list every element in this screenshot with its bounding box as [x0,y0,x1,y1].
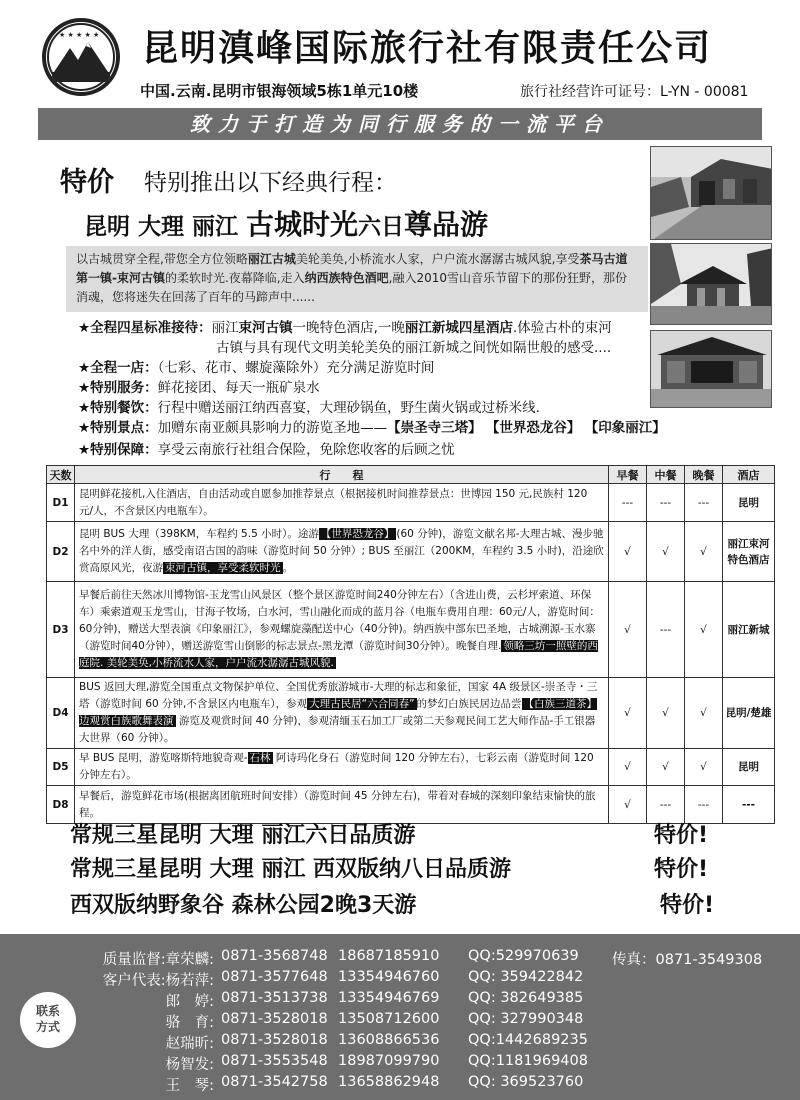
row-hotel: 昆明/楚雄 [723,678,775,749]
desc-text-1: 以古城贯穿全程,带您全方位领略 [76,252,248,266]
itinerary-text: (60 分钟)，游览文献名邦-大理古城、漫步驰名中外的洋人街，感受南诏古国的韵味（游览时间 50 分钟）; BUS 至丽江（200KM，车程约 3.5 小时)，沿途欣赏高原风光，夜游 [79,528,604,574]
tour-description [66,246,648,312]
itinerary-text: 早 BUS 昆明，游览喀斯特地貌奇观- [79,752,248,764]
contact-name: 郎 婷: [165,994,214,1010]
feature-attractions-text: 加赠东南亚颇具影响力的游览圣地—— [157,420,388,436]
desc-highlight-3: 纳西族特色酒吧 [304,271,389,285]
contact-tel: 0871-3513738 [221,990,328,1006]
promo-2-tag: 特价! [654,857,709,882]
tour-title-part1: 昆明 大理 丽江 [84,214,239,240]
feature-four-star [78,318,612,338]
desc-text-4: ,融入2010雪山音乐节留下的那份狂野，那份消魂，您将迷失在回荡了百年的马蹄声中...... [76,271,627,304]
row-dinner: √ [685,522,723,582]
table-row [47,484,775,522]
tour-title-part2: 古城时光 [246,208,359,241]
contact-mobile: 13608866536 [338,1032,440,1048]
contact-tel: 0871-3568748 [221,948,328,964]
itinerary-text: 昆明鲜花接机,入住酒店，自由活动或自愿参加推荐景点（根据接机时间推荐景点：世博园 150 元,民族村 120 元/人，不含景区内电瓶车）。 [79,487,588,517]
table-header-row [47,466,775,484]
intro-lead: 特别推出以下经典行程： [144,170,397,196]
row-breakfast: √ [609,522,647,582]
special-offer-label: 特价 [60,167,114,198]
feature-insurance-text: 享受云南旅行社组合保险，免除您收客的后顾之忧 [157,442,455,458]
feature-attractions [78,418,666,438]
contact-name: 王 琴: [165,1078,214,1094]
company-name: 昆明滇峰国际旅行社有限责任公司 [142,28,713,69]
contact-name: 客户代表:杨若萍: [102,973,214,989]
row-hotel: 丽江新城 [723,582,775,678]
contact-tel: 0871-3542758 [221,1074,328,1090]
itinerary-tag: 【白族三道茶】边观赏白族歌舞表演 [79,698,598,727]
contact-mobile: 13658862948 [338,1074,440,1090]
feature-insurance [78,440,455,460]
row-lunch: --- [647,484,685,522]
slogan-banner: 致力于打造为同行服务的一流平台 [38,108,762,140]
contact-qq: QQ:1181969408 [468,1053,588,1069]
itinerary-text: 的梦幻白族民居边品尝 [416,698,522,710]
header-breakfast: 早餐 [609,466,647,484]
row-breakfast: --- [609,484,647,522]
desc-text-3: 的柔软时光.夜幕降临,走入 [164,271,305,285]
table-row [47,749,775,786]
itinerary-table [46,465,775,824]
license-number: 旅行社经营许可证号：L-YN - 00081 [520,84,749,100]
itinerary-text: 昆明 BUS 大理（398KM，车程约 5.5 小时）。途游 [79,528,319,540]
row-hotel: 昆明 [723,484,775,522]
tour-title-part3: 六日 [358,214,405,240]
temple-photo [650,243,772,325]
contact-tel: 0871-3528018 [221,1011,328,1027]
row-dinner: --- [685,484,723,522]
feature-one-shop [78,358,434,378]
contact-name: 赵瑞昕: [165,1036,214,1052]
contact-mobile: 18987099790 [338,1053,440,1069]
contact-mobile: 13508712600 [338,1011,440,1027]
row-itinerary [75,749,609,786]
tour-title [84,203,488,243]
attraction-tag-2: 【世界恐龙谷】 [485,420,581,436]
feature-dining-text: 行程中赠送丽江纳西喜宴，大理砂锅鱼，野生菌火锅或过桥米线. [157,400,540,416]
row-hotel: 昆明 [723,749,775,786]
row-day: D2 [47,522,75,582]
stage-image [651,331,772,408]
feature-four-star-continued: 古镇与具有现代文明美轮美奂的丽江新城之间恍如隔世般的感受.... [216,340,612,356]
row-breakfast: √ [609,786,647,824]
row-breakfast: √ [609,582,647,678]
contact-mobile: 13354946760 [338,969,440,985]
row-itinerary [75,678,609,749]
itinerary-tag: 领略三坊一照壁的西庭院. 美轮美奂,小桥流水人家，户户流水潺潺古城风貌. [79,640,598,669]
header-hotel: 酒店 [723,466,775,484]
itinerary-text: 阿诗玛化身石（游览时间 120 分钟左右），七彩云南（游览时间 120 分钟左右）。 [79,752,594,781]
header-lunch: 中餐 [647,466,685,484]
attraction-tag-3: 【印象丽江】 [584,420,666,436]
feature-four-star-label: ★全程四星标准接待： [78,320,212,336]
contact-name: 骆 育: [165,1015,214,1031]
feature-one-shop-text: （七彩、花市、螺旋藻除外）充分满足游览时间 [157,360,435,376]
company-logo [42,18,120,96]
itinerary-text: 。 [282,562,293,574]
row-day: D1 [47,484,75,522]
feature-dining-label: ★特别餐饮： [78,400,158,416]
row-lunch: √ [647,749,685,786]
row-day: D3 [47,582,75,678]
itinerary-text: BUS 返回大理,游览全国重点文物保护单位、全国优秀旅游城市-大理的标志和象征，国家 4A 级景区-崇圣寺・三塔（游览时间 60 分钟,不含景区内电瓶车），参观 [79,681,598,710]
mountain-logo-icon [46,22,116,92]
contact-qq: QQ: 382649385 [468,990,584,1006]
itinerary-tag: 束河古镇，享受柔软时光 [165,562,281,574]
contact-badge [20,992,76,1048]
contact-qq: QQ:529970639 [468,948,579,964]
itinerary-tag: 大理古民居“六合同春” [309,698,415,710]
row-breakfast: √ [609,678,647,749]
row-itinerary [75,522,609,582]
row-day: D4 [47,678,75,749]
contact-fax: 传真：0871-3549308 [612,952,763,968]
row-breakfast: √ [609,749,647,786]
row-day: D8 [47,786,75,824]
itinerary-text: 早餐后，游览鲜花市场(根据离团航班时间安排）（游览时间 45 分钟左右)，带着对春城的深刻印象结束愉快的旅程。 [79,789,596,819]
desc-highlight-1: 丽江古城 [247,252,296,266]
row-lunch: √ [647,522,685,582]
svg-text:★ ★ ★ ★ ★: ★ ★ ★ ★ ★ [59,31,100,39]
feature-dining [78,398,540,418]
temple-image [651,244,772,325]
row-lunch: --- [647,582,685,678]
feature-four-star-text-b: 束河古镇 [238,320,293,336]
row-dinner: √ [685,749,723,786]
attraction-tag-1: 【崇圣寺三塔】 [387,420,482,436]
feature-one-shop-label: ★全程一店： [78,360,158,376]
table-row [47,582,775,678]
row-dinner: --- [685,786,723,824]
feature-four-star-text-a: 丽江 [211,320,239,336]
itinerary-text: 早餐后前往天然冰川博物馆-玉龙雪山风景区（整个景区游览时间240分钟左右）（含进山费，云杉坪索道、环保车）乘索道观玉龙雪山，甘海子牧场，白水河，雪山融化而成的蓝月谷（电瓶车费用自理：60元/人，游览时间：60分钟)，赠送大型表演《印象丽江》，参观螺旋藻配送中心（40分钟)。纳西族中部东巴圣地，古城溯源-玉水寨（游览时间40分钟），赠送游览雪山倒影的标志景点-黑龙潭（游览时间30分钟）。晚餐自理. [79,589,600,652]
contact-qq: QQ:1442689235 [468,1032,588,1048]
contact-tel: 0871-3528018 [221,1032,328,1048]
contact-qq: QQ: 369523760 [468,1074,584,1090]
row-lunch: √ [647,678,685,749]
row-dinner: √ [685,582,723,678]
row-lunch: --- [647,786,685,824]
itinerary-tag: 【世界恐龙谷】 [320,528,395,540]
feature-four-star-text-c: 一晚特色酒店,一晚 [292,320,405,336]
row-hotel: 丽江束河特色酒店 [723,522,775,582]
row-itinerary [75,484,609,522]
contact-mobile: 18687185910 [338,948,440,964]
ancient-street-image [651,147,772,240]
tour-title-part4: 尊品游 [404,208,489,241]
feature-four-star-text-d: 丽江新城四星酒店 [404,320,513,336]
desc-highlight-2: 茶马古道第一镇-束河古镇 [76,252,628,285]
header-itinerary: 行 程 [75,466,609,484]
contact-qq: QQ: 327990348 [468,1011,584,1027]
row-dinner: √ [685,678,723,749]
feature-four-star-text-e: .体验古朴的束河 [512,320,612,336]
contact-qq: QQ: 359422842 [468,969,584,985]
header-day: 天数 [47,466,75,484]
contact-mobile: 13354946769 [338,990,440,1006]
table-row [47,678,775,749]
promo-1-name: 常规三星昆明 大理 丽江六日品质游 [70,823,416,848]
promo-3-tag: 特价! [660,893,715,918]
itinerary-tag: 石林 [249,752,271,764]
row-day: D5 [47,749,75,786]
contact-badge-line2: 方式 [35,1020,60,1034]
itinerary-text: 游览及观赏时间 40 分钟)，参观清缅玉石加工厂或第二天参观民间工艺大师作品-手工银器大世界（60 分钟）。 [79,715,596,744]
company-address: 中国.云南.昆明市银海领域5栋1单元10楼 [140,82,419,100]
promo-3-name: 西双版纳野象谷 森林公园2晚3天游 [70,893,417,918]
contact-badge-line1: 联系 [35,1004,60,1018]
contact-tel: 0871-3577648 [221,969,328,985]
contact-section [0,934,800,1100]
stage-photo [650,330,772,408]
row-itinerary [75,582,609,678]
feature-service-text: 鲜花接团、每天一瓶矿泉水 [157,380,320,396]
feature-service-label: ★特别服务： [78,380,158,396]
table-row [47,522,775,582]
row-hotel: --- [723,786,775,824]
feature-service [78,378,320,398]
promo-2-name: 常规三星昆明 大理 丽江 西双版纳八日品质游 [70,857,511,882]
promo-1-tag: 特价! [654,823,709,848]
desc-text-2: 美轮美奂,小桥流水人家，户户流水潺潺古城风貌,享受 [295,252,580,266]
ancient-town-photo [650,146,772,240]
feature-insurance-label: ★特别保障： [78,442,158,458]
contact-name: 质量监督:章荣麟: [102,952,214,968]
feature-attractions-label: ★特别景点： [78,420,158,436]
header-dinner: 晚餐 [685,466,723,484]
contact-tel: 0871-3553548 [221,1053,328,1069]
contact-name: 杨智发: [165,1057,214,1073]
